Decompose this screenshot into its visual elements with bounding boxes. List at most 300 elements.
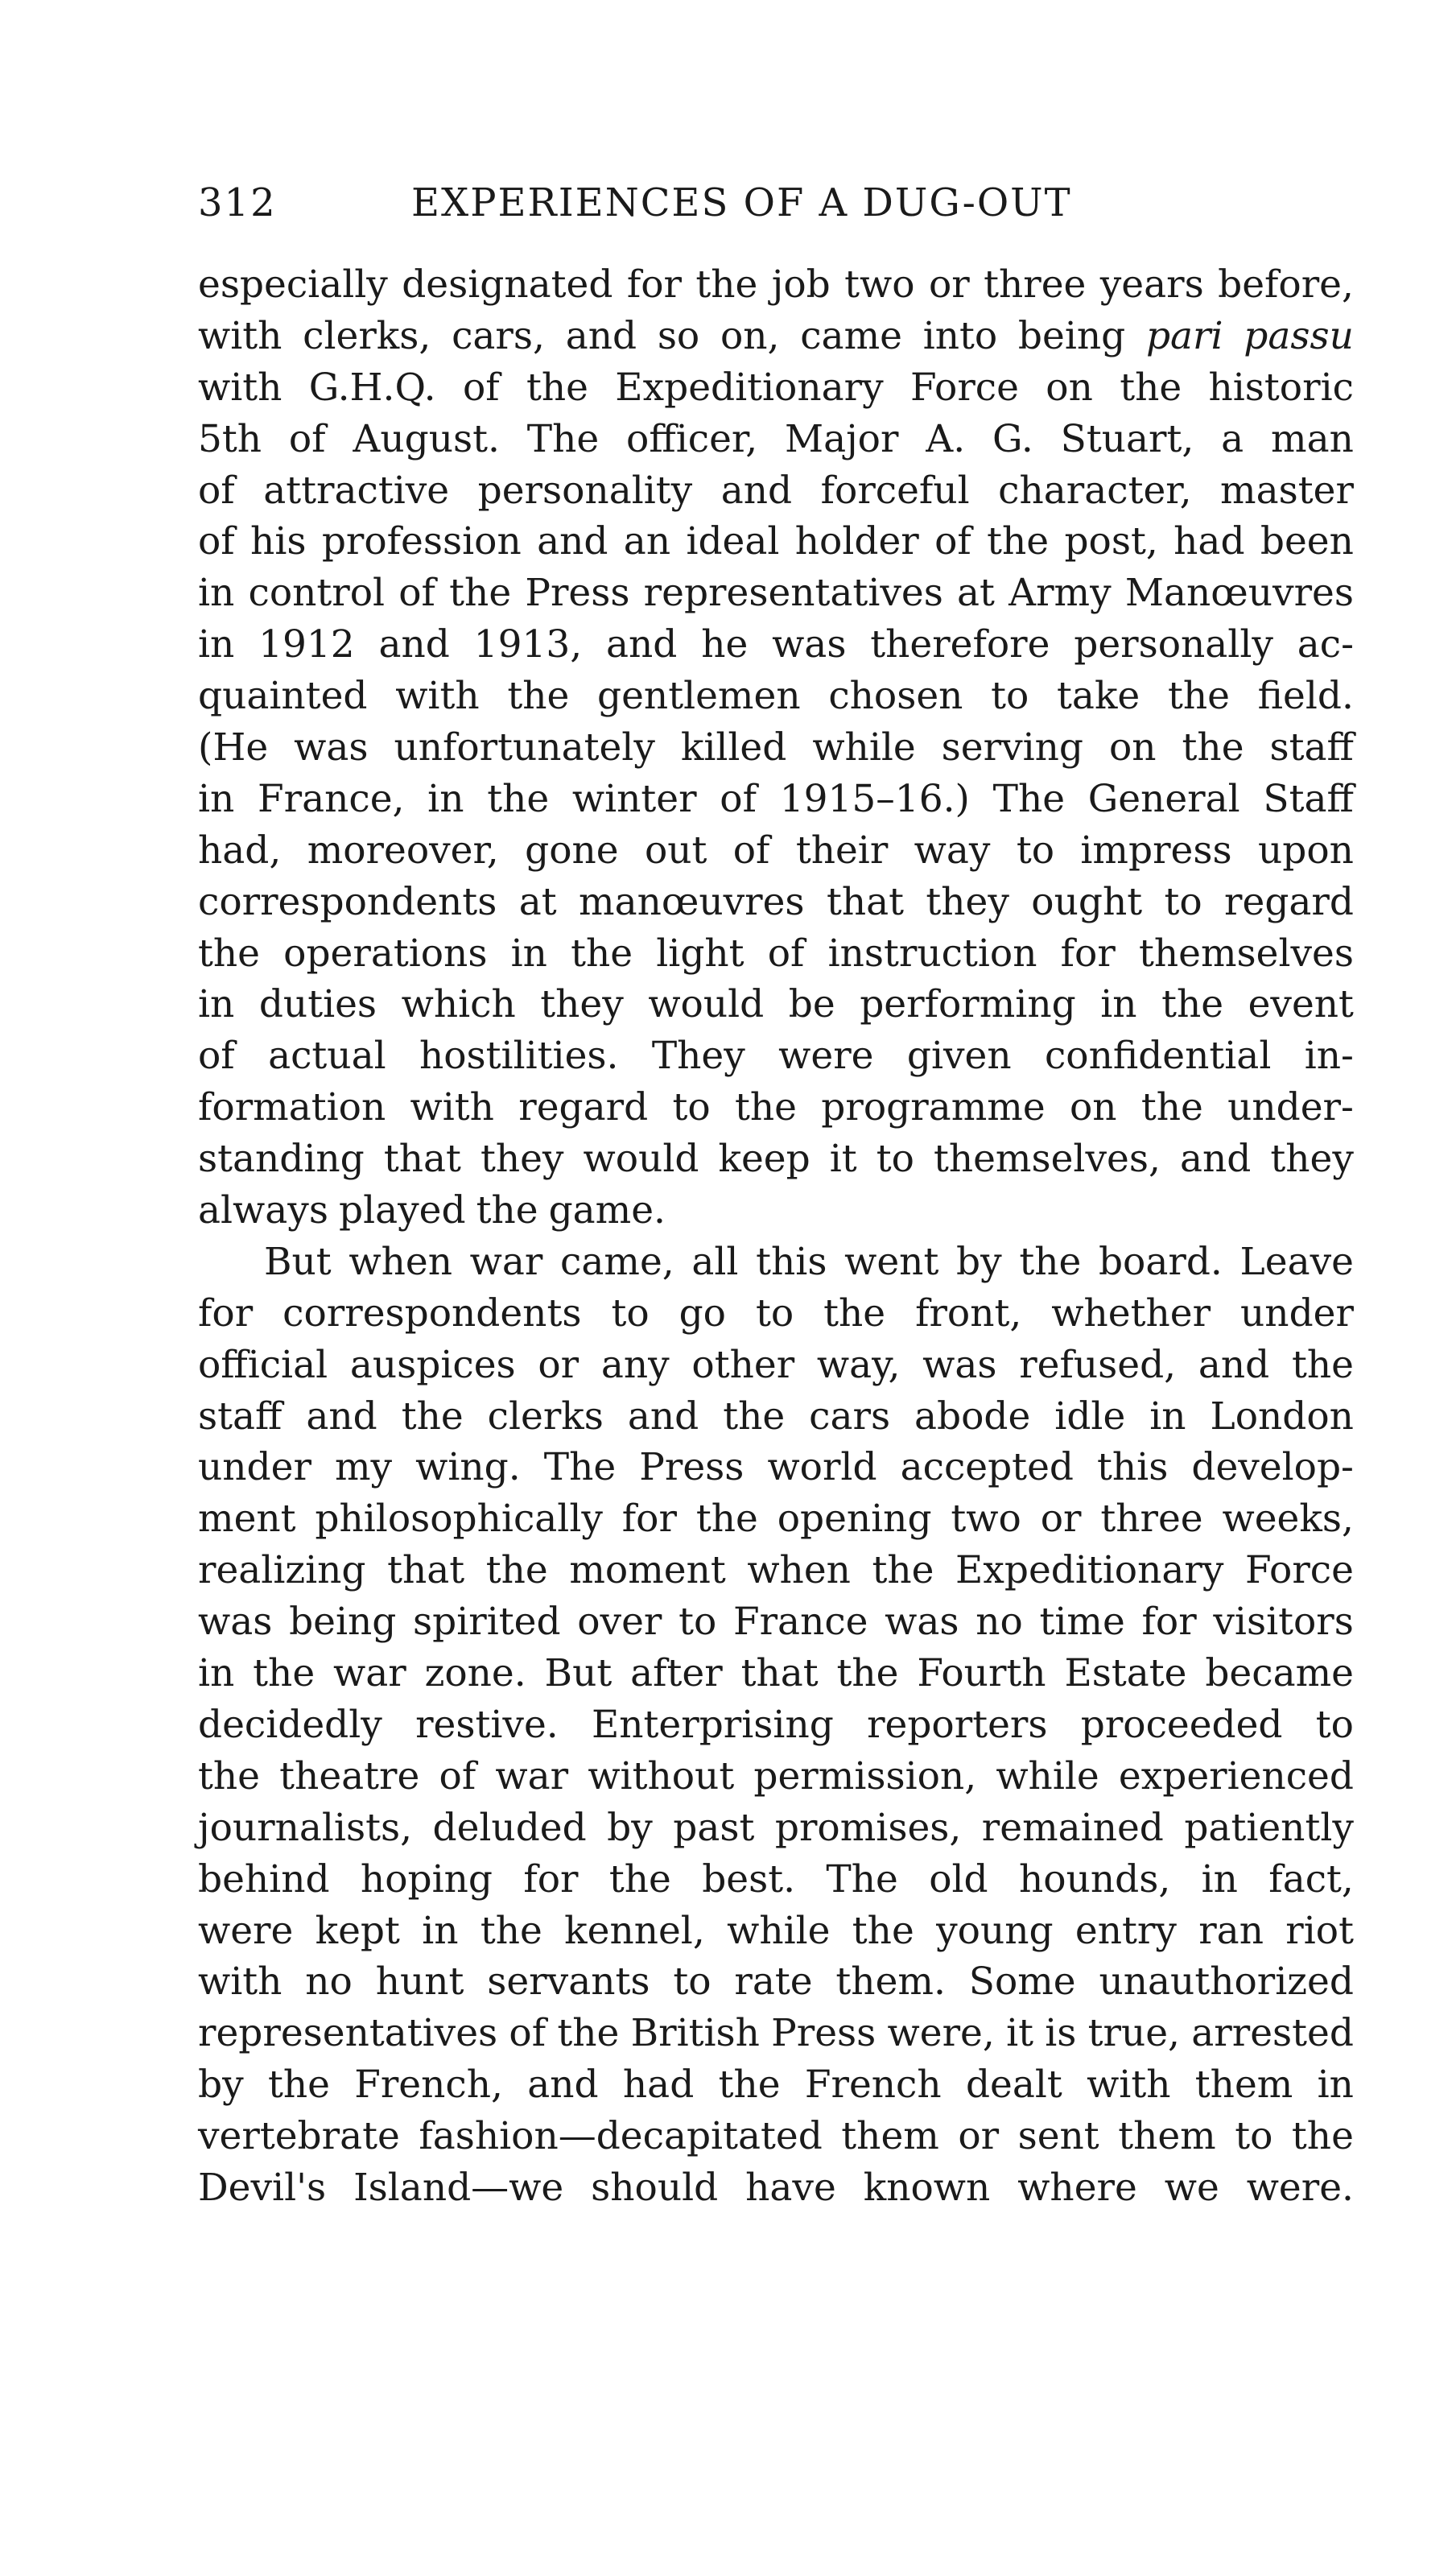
word: ideal (686, 519, 780, 564)
word: it (1006, 2011, 1033, 2056)
word: while (996, 1753, 1099, 1798)
word: to (673, 1959, 712, 2005)
word: in (1317, 2063, 1354, 2108)
text-line (198, 1648, 1354, 1699)
word: confidential (1044, 1034, 1272, 1079)
word: 1913, (473, 622, 583, 667)
word: 1912 (258, 622, 355, 667)
word: which (401, 982, 516, 1027)
text-line (198, 1237, 1354, 1288)
word: the (557, 2011, 620, 2056)
word: sent (1017, 2114, 1099, 2159)
word: British (630, 2011, 760, 2056)
text-line (198, 1803, 1354, 1854)
word: refused, (1019, 1342, 1177, 1387)
word: on (1108, 725, 1157, 770)
word: moreover, (307, 828, 499, 873)
word: have (745, 2165, 836, 2210)
running-head (198, 171, 1354, 235)
word: zone. (424, 1651, 526, 1696)
word: would (583, 1137, 699, 1182)
word: Major (784, 416, 899, 461)
word: other (691, 1342, 795, 1387)
text-line (198, 877, 1354, 928)
word: Press (525, 571, 630, 616)
word: actual (268, 1034, 386, 1079)
text-line (198, 311, 1354, 362)
word: the (1291, 2114, 1354, 2159)
word: entry (1074, 1908, 1177, 1953)
word: and (1179, 1137, 1252, 1182)
word: old (929, 1856, 988, 1902)
word: or (958, 2114, 1000, 2159)
word: were (198, 1908, 294, 1953)
text-line (198, 1082, 1354, 1134)
word: their (795, 828, 889, 873)
word: 1915–16.) (779, 776, 970, 821)
body-text (198, 259, 1354, 2214)
word: auspices (349, 1342, 516, 1387)
word: performing (860, 982, 1076, 1027)
word: permission, (753, 1753, 977, 1798)
word: two (844, 262, 915, 307)
word: the (1161, 982, 1224, 1027)
word: Force (910, 365, 1019, 410)
word: G.H.Q. (308, 365, 436, 410)
word: holder (794, 519, 919, 564)
word: in (198, 1651, 235, 1696)
word: known (863, 2165, 991, 2210)
word: journalists, (198, 1805, 413, 1850)
word: they (480, 1137, 564, 1182)
word: to (679, 1600, 717, 1645)
word: way, (816, 1342, 901, 1387)
text-line (198, 259, 1354, 311)
word: weeks, (1222, 1497, 1354, 1542)
text-line (198, 1545, 1354, 1596)
text-line (198, 2008, 1354, 2059)
word: winter (571, 776, 697, 821)
word: any (600, 1342, 670, 1387)
word: rate (734, 1959, 813, 2005)
word: profession (321, 519, 522, 564)
word: opening (777, 1497, 932, 1542)
word: without (588, 1753, 735, 1798)
word: Devil's (198, 2165, 327, 2210)
word: before, (1218, 262, 1354, 307)
word: accepted (900, 1445, 1074, 1490)
word: with (410, 1085, 494, 1130)
word: General (1087, 776, 1240, 821)
word: this (1097, 1445, 1169, 1490)
word: regard (1224, 879, 1354, 924)
word: at (957, 571, 995, 616)
word: in (510, 931, 547, 976)
word: the (401, 1394, 464, 1439)
word: being (1017, 313, 1126, 358)
word: them (1118, 2114, 1216, 2159)
word: hunt (375, 1959, 464, 2005)
word: official (198, 1342, 328, 1387)
word: was (198, 1600, 273, 1645)
text-line (198, 1288, 1354, 1340)
word: by (956, 1239, 1002, 1284)
word: we (1164, 2165, 1219, 2210)
word: and (720, 468, 793, 513)
word: of (198, 1034, 235, 1079)
word: patiently (1184, 1805, 1354, 1850)
word: historic (1208, 365, 1354, 410)
word: over (577, 1600, 662, 1645)
word: past (673, 1805, 755, 1850)
word: of (934, 519, 971, 564)
word: the (267, 2063, 330, 2108)
word: on (1046, 365, 1093, 410)
word: his (250, 519, 307, 564)
word: went (844, 1239, 939, 1284)
word: it (829, 1137, 857, 1182)
word: French, (354, 2063, 503, 2108)
word: moment (569, 1548, 726, 1593)
word: out (644, 828, 707, 873)
word: came (800, 313, 902, 358)
word: Enterprising (591, 1702, 834, 1747)
text-line (198, 671, 1354, 722)
word: The (543, 1445, 617, 1490)
word: the (723, 1394, 786, 1439)
word: regard (518, 1085, 649, 1130)
word: abode (914, 1394, 1031, 1439)
word: chosen (828, 674, 963, 719)
word: gone (525, 828, 619, 873)
word: them (1194, 2063, 1293, 2108)
word: Estate (1064, 1651, 1187, 1696)
word: to (755, 1290, 794, 1336)
word: under (198, 1445, 311, 1490)
word: idle (1054, 1394, 1126, 1439)
text-line (198, 1493, 1354, 1545)
word: front, (915, 1290, 1022, 1336)
word: or (1040, 1497, 1082, 1542)
word: best. (702, 1856, 796, 1902)
word: to (672, 1085, 711, 1130)
word: in- (1304, 1034, 1354, 1079)
word: G. (992, 416, 1033, 461)
word: were, (887, 2011, 995, 2056)
word: reporters (867, 1702, 1048, 1747)
text-line (198, 1956, 1354, 2008)
word: when (747, 1548, 851, 1593)
word: all (691, 1239, 739, 1284)
word: being (289, 1600, 397, 1645)
word: serving (941, 725, 1084, 770)
word: correspondents (283, 1290, 582, 1336)
word: Press (771, 2011, 876, 2056)
word: that (383, 1137, 461, 1182)
word: upon (1257, 828, 1354, 873)
word: operations (283, 931, 488, 976)
word: the (198, 931, 260, 976)
word: had (622, 2063, 695, 2108)
word: ac- (1297, 622, 1354, 667)
word: the (695, 262, 758, 307)
word: when (349, 1239, 452, 1284)
word: and (627, 1394, 699, 1439)
word: or (928, 262, 970, 307)
word: go (679, 1290, 726, 1336)
word: them (841, 2114, 939, 2159)
word: Fourth (917, 1651, 1046, 1696)
word: philosophically (315, 1497, 603, 1542)
word: in (198, 776, 235, 821)
word: the (476, 1188, 538, 1233)
word: the (1140, 1085, 1203, 1130)
word: (He (198, 725, 269, 770)
word: hounds, (1019, 1856, 1171, 1902)
word: in (198, 571, 235, 616)
word: the (608, 1856, 671, 1902)
word: the (487, 776, 550, 821)
word: would (648, 982, 765, 1027)
word: in (1100, 982, 1137, 1027)
word: was (294, 725, 369, 770)
word: But (264, 1239, 332, 1284)
word: is (1045, 2011, 1077, 2056)
word: of (198, 468, 235, 513)
word: therefore (870, 622, 1050, 667)
word: decidedly (198, 1702, 382, 1747)
text-line (198, 1030, 1354, 1082)
text-line (198, 722, 1354, 774)
word: this (756, 1239, 827, 1284)
word: master (1220, 468, 1354, 513)
word: whether (1051, 1290, 1211, 1336)
word: kept (315, 1908, 400, 1953)
word: while (812, 725, 916, 770)
word: and (565, 313, 637, 358)
word: three (1100, 1497, 1203, 1542)
word: and (527, 2063, 599, 2108)
word: into (922, 313, 998, 358)
word: themselves (1139, 931, 1354, 976)
word: personally (1074, 622, 1273, 667)
text-line (198, 1699, 1354, 1751)
word: the (253, 1651, 316, 1696)
word: been (1260, 519, 1354, 564)
text-line (198, 1340, 1354, 1391)
word: an (623, 519, 671, 564)
word: Leave (1239, 1239, 1354, 1284)
word: fact, (1268, 1856, 1354, 1902)
word: war (333, 1651, 406, 1696)
word: proceeded (1080, 1702, 1283, 1747)
word: of (767, 931, 805, 976)
word: in (198, 982, 235, 1027)
word: of (288, 416, 326, 461)
word: of (732, 828, 770, 873)
word: game. (548, 1188, 666, 1233)
word: wing. (415, 1445, 521, 1490)
word: the (718, 2063, 781, 2108)
word: to (1315, 1702, 1354, 1747)
word: world (767, 1445, 877, 1490)
word: restive. (415, 1702, 559, 1747)
word: impress (1080, 828, 1232, 873)
text-line (198, 1906, 1354, 1957)
word: by (607, 1805, 653, 1850)
word: with (395, 674, 480, 719)
word: the (198, 1753, 260, 1798)
word: Stuart, (1060, 416, 1194, 461)
word: under- (1227, 1085, 1354, 1130)
word: clerks, (303, 313, 431, 358)
text-line (198, 1442, 1354, 1493)
word: representatives (198, 2011, 498, 2056)
word: Some (968, 1959, 1076, 2005)
word: Expeditionary (955, 1548, 1224, 1593)
word: with (198, 313, 283, 358)
word: where (1017, 2165, 1137, 2210)
word: ran (1198, 1908, 1264, 1953)
word: was (922, 1342, 997, 1387)
running-title: EXPERIENCES OF A DUG-OUT (411, 180, 1072, 225)
word: board. (1098, 1239, 1223, 1284)
word: were. (1246, 2165, 1354, 2210)
word: post, (1064, 519, 1158, 564)
word: clerks (487, 1394, 604, 1439)
word: them. (835, 1959, 946, 2005)
word: Army (1008, 571, 1112, 616)
word: take (1057, 674, 1140, 719)
word: spirited (413, 1600, 561, 1645)
word: Manœuvres (1124, 571, 1354, 616)
text-line (198, 825, 1354, 877)
word: the (1167, 674, 1230, 719)
word: France, (258, 776, 405, 821)
word: develop- (1191, 1445, 1354, 1490)
word: the (872, 1548, 934, 1593)
word: staff (1269, 725, 1354, 770)
text-line (198, 414, 1354, 465)
word: played (338, 1188, 466, 1233)
word: experienced (1118, 1753, 1354, 1798)
word: war (495, 1753, 569, 1798)
word: dealt (965, 2063, 1062, 2108)
word: the (852, 1908, 914, 1953)
text-line (198, 362, 1354, 414)
word: remained (981, 1805, 1164, 1850)
text-line (198, 1391, 1354, 1443)
word: kennel, (564, 1908, 705, 1953)
word: But (544, 1651, 613, 1696)
word: the (526, 365, 588, 410)
word: that (826, 879, 905, 924)
word: themselves, (933, 1137, 1161, 1182)
word: years (1099, 262, 1204, 307)
word: had (1173, 519, 1245, 564)
word: time (1039, 1600, 1125, 1645)
word: the (1120, 365, 1182, 410)
word: French (804, 2063, 942, 2108)
word: standing (198, 1137, 365, 1182)
word: and (606, 622, 678, 667)
word: my (334, 1445, 393, 1490)
word: 5th (198, 416, 262, 461)
text-line (198, 1854, 1354, 1906)
word: be (788, 982, 835, 1027)
word: on (1069, 1085, 1117, 1130)
text-line (198, 928, 1354, 980)
word: They (651, 1034, 745, 1079)
word: by (198, 2063, 244, 2108)
text-line (198, 979, 1354, 1030)
word: instruction (827, 931, 1037, 976)
word: of (509, 2011, 547, 2056)
word: for (626, 262, 682, 307)
word: a (1221, 416, 1244, 461)
word: unfortunately (394, 725, 655, 770)
word: the (695, 1497, 758, 1542)
word: London (1210, 1394, 1354, 1439)
word: forceful (820, 468, 970, 513)
word: representatives (643, 571, 943, 616)
word: to (611, 1290, 650, 1336)
word: with (198, 1959, 283, 2005)
word: Force (1245, 1548, 1354, 1593)
word: of (198, 519, 235, 564)
word: in (427, 776, 464, 821)
word: given (906, 1034, 1012, 1079)
word: manœuvres (579, 879, 805, 924)
word: while (727, 1908, 831, 1953)
text-line (198, 1751, 1354, 1803)
word: hostilities. (419, 1034, 619, 1079)
word: realizing (198, 1548, 366, 1593)
word: theatre (279, 1753, 420, 1798)
text-line (198, 465, 1354, 517)
word: they (926, 879, 1009, 924)
word: that (740, 1651, 819, 1696)
word: became (1205, 1651, 1354, 1696)
word: the (836, 1651, 899, 1696)
word: passu (1244, 313, 1354, 358)
word: in (422, 1908, 459, 1953)
word: vertebrate (198, 2114, 400, 2159)
text-line (198, 568, 1354, 619)
text-line (198, 1596, 1354, 1648)
word: for (1060, 931, 1116, 976)
page-number: 312 (198, 180, 277, 225)
word: gentlemen (597, 674, 801, 719)
word: control (248, 571, 386, 616)
word: officer, (626, 416, 758, 461)
word: had, (198, 828, 282, 873)
word: character, (998, 468, 1192, 513)
word: of (720, 776, 757, 821)
word: the (1182, 725, 1244, 770)
word: formation (198, 1085, 386, 1130)
word: the (1019, 1239, 1082, 1284)
word: quainted (198, 674, 368, 719)
word: under (1240, 1290, 1354, 1336)
word: deluded (432, 1805, 587, 1850)
word: light (656, 931, 744, 976)
word: they (1270, 1137, 1354, 1182)
word: came, (560, 1239, 674, 1284)
word: the (507, 674, 570, 719)
word: they (540, 982, 624, 1027)
word: hoping (360, 1856, 493, 1902)
